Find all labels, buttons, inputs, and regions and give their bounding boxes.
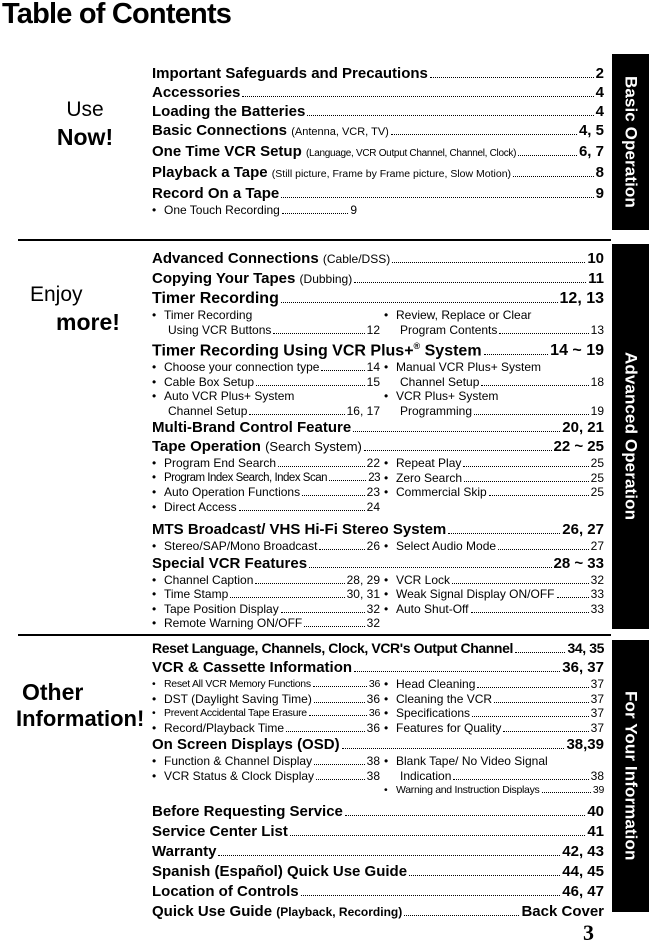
subentry-page: 23	[368, 471, 380, 484]
subentry-title: Blank Tape/ No Video Signal	[396, 754, 548, 768]
tab-for-your-information[interactable]	[612, 640, 649, 912]
toc-subentry[interactable]	[384, 404, 604, 419]
entry-title: MTS Broadcast/ VHS Hi-Fi Stereo System	[152, 521, 447, 539]
entry-page: 41	[587, 822, 604, 840]
entry-title: Warranty	[152, 842, 217, 860]
subentry-page: 28, 29	[346, 572, 380, 587]
subentry-page: 38	[366, 768, 380, 783]
toc-entry[interactable]	[152, 842, 604, 862]
entry-title: Quick Use Guide	[152, 902, 273, 920]
subentry-title: Program Index Search, Index Scan	[164, 471, 327, 484]
subentry-title: Auto Operation Functions	[164, 485, 301, 500]
entry-title: Advanced Connections	[152, 250, 319, 267]
toc-subentry[interactable]: • Manual VCR Plus+ System	[384, 360, 542, 375]
toc-entry[interactable]	[152, 822, 604, 842]
entry-title: Reset Language, Channels, Clock, VCR's Output Channel	[152, 640, 513, 656]
toc-subentry[interactable]: • Warning and Instruction Displays 39	[384, 784, 604, 796]
entry-title: Copying Your Tapes	[152, 270, 296, 287]
toc-subentry[interactable]: • Cable Box Setup 15	[152, 374, 380, 389]
toc-subentry[interactable]	[384, 375, 604, 390]
subentry-page: 38	[590, 768, 604, 783]
entry-page: 12, 13	[559, 290, 604, 307]
subentry-page: 25	[590, 456, 604, 471]
toc-entry[interactable]	[152, 142, 604, 163]
entry-page: 34, 35	[567, 640, 604, 656]
subentry-page: 19	[590, 403, 604, 418]
subentry-page: 36	[368, 678, 380, 690]
subentry-page: 37	[590, 691, 604, 706]
subentry-title: Auto Shut-Off	[396, 601, 469, 616]
subentry-title: Cable Box Setup	[164, 374, 255, 389]
subentry-title: Channel Setup	[400, 374, 480, 389]
registered-mark: ®	[413, 341, 421, 351]
toc-entry[interactable]	[152, 658, 604, 677]
subentry-title: VCR Status & Clock Display	[164, 768, 315, 783]
entry-page: 11	[588, 270, 604, 287]
toc-subentry[interactable]: • Choose your connection type 14	[152, 360, 380, 375]
entry-page: 10	[587, 250, 604, 267]
toc-subentry[interactable]: • Auto Operation Functions 23	[152, 485, 380, 500]
entry-title-suffix: System	[420, 342, 482, 360]
vcr-cassette-subentries	[152, 677, 604, 735]
subentry-page: 22	[366, 456, 380, 471]
subentry-page: 12	[366, 322, 380, 337]
side-line2: Information!	[16, 706, 145, 732]
toc-subentry[interactable]	[152, 404, 380, 419]
entry-page: 42, 43	[562, 842, 604, 860]
subentry-page: 39	[592, 784, 604, 796]
entry-page: 40	[587, 802, 604, 820]
osd-subentries	[152, 754, 604, 798]
basic-operation-list	[152, 64, 604, 218]
side-heading-use-now	[40, 97, 130, 151]
toc-entry[interactable]	[152, 337, 604, 360]
subentry-title: Stereo/SAP/Mono Broadcast	[164, 539, 318, 554]
subentry-title: Select Audio Mode	[396, 539, 497, 554]
subentry-page: 25	[590, 485, 604, 500]
subentry-page: 15	[366, 374, 380, 389]
entry-page: 14 ~ 19	[550, 342, 604, 360]
toc-subentry[interactable]: • Prevent Accidental Tape Erasure 36	[152, 707, 380, 719]
entry-sub: (Playback, Recording)	[276, 904, 403, 919]
subentry-title: Channel Setup	[168, 403, 248, 418]
side-line1: Enjoy	[30, 283, 83, 306]
mts-subentries	[152, 539, 604, 554]
toc-subentry[interactable]: • Remote Warning ON/OFF 32	[152, 616, 380, 631]
toc-entry[interactable]	[152, 269, 604, 289]
subentry-page: 32	[366, 601, 380, 616]
subentry-title: Using VCR Buttons	[168, 322, 272, 337]
entry-title: Loading the Batteries	[152, 103, 306, 120]
subentry-title: Channel Caption	[164, 572, 254, 587]
side-line2: more!	[56, 308, 120, 335]
toc-subentry[interactable]: • Zero Search 25	[384, 470, 604, 485]
toc-subentry[interactable]: • Stereo/SAP/Mono Broadcast 26	[152, 539, 380, 554]
entry-title: Timer Recording Using VCR Plus+	[152, 342, 414, 360]
subentry-title: Zero Search	[396, 470, 463, 485]
toc-entry[interactable]	[152, 121, 604, 142]
subentry-title: Prevent Accidental Tape Erasure	[164, 707, 307, 719]
subentry-page: 26	[366, 539, 380, 554]
entry-sub: (Antenna, VCR, TV)	[291, 126, 389, 138]
toc-subentry[interactable]: • Function & Channel Display 38	[152, 754, 380, 768]
subentry-title: Manual VCR Plus+ System	[396, 360, 542, 375]
entry-title: Timer Recording	[152, 290, 279, 307]
subentry-title: Cleaning the VCR	[396, 691, 493, 706]
tab-label: Basic Operation	[621, 76, 641, 208]
toc-subentry[interactable]: • Record/Playback Time 36	[152, 720, 380, 735]
subentry-title: Repeat Play	[396, 456, 462, 471]
toc-subentry[interactable]: • VCR Status & Clock Display 38	[152, 768, 380, 783]
toc-entry[interactable]	[152, 64, 604, 83]
toc-subentry[interactable]	[152, 323, 380, 338]
subentry-page: 9	[350, 203, 357, 217]
toc-entry[interactable]	[152, 163, 604, 184]
entry-sub: (Search System)	[265, 439, 362, 455]
entry-title: Service Center List	[152, 822, 288, 840]
toc-subentry[interactable]: • VCR Plus+ System	[384, 389, 499, 404]
entry-page: 26, 27	[562, 521, 604, 539]
toc-subentry[interactable]: • Tape Position Display 32	[152, 601, 380, 616]
side-line1: Other	[22, 679, 84, 705]
subentry-page: 37	[590, 720, 604, 735]
subentry-title: Auto VCR Plus+ System	[164, 389, 295, 404]
section-divider	[18, 634, 611, 636]
page-number: 3	[583, 920, 594, 945]
toc-subentry[interactable]: • Weak Signal Display ON/OFF 33	[384, 587, 604, 602]
toc-subentry[interactable]: • Time Stamp 30, 31	[152, 587, 380, 602]
subentry-page: 14	[366, 360, 380, 375]
subentry-title: Reset All VCR Memory Functions	[164, 678, 311, 690]
toc-subentry[interactable]: • Direct Access 24	[152, 499, 380, 514]
toc-subentry[interactable]: • Reset All VCR Memory Functions 36	[152, 678, 380, 690]
subentry-page: 36	[366, 720, 380, 735]
entry-page: 38,39	[566, 736, 604, 753]
tab-label: For Your Information	[621, 691, 641, 861]
subentry-title: Commercial Skip	[396, 485, 487, 500]
toc-entry[interactable]	[152, 554, 604, 573]
subentry-title: Program End Search	[164, 456, 277, 471]
toc-subentry[interactable]: • Auto VCR Plus+ System	[152, 389, 295, 404]
subentry-page: 37	[590, 706, 604, 720]
toc-subentry[interactable]	[384, 323, 604, 338]
toc-subentry[interactable]: • Blank Tape/ No Video Signal	[384, 754, 548, 768]
information-list	[152, 639, 604, 922]
entry-title: Spanish (Español) Quick Use Guide	[152, 862, 408, 880]
toc-entry[interactable]	[152, 639, 604, 658]
vcr-plus-subentries	[152, 360, 604, 418]
entry-title: Record On a Tape	[152, 185, 280, 202]
toc-subentry[interactable]: • Channel Caption 28, 29	[152, 572, 380, 587]
toc-entry[interactable]	[152, 437, 604, 456]
toc-entry[interactable]	[152, 184, 604, 203]
entry-title: Multi-Brand Control Feature	[152, 419, 352, 437]
toc-subentry[interactable]: • Timer Recording	[152, 308, 253, 322]
entry-title: One Time VCR Setup	[152, 143, 302, 160]
special-features-subentries	[152, 573, 604, 631]
subentry-page: 23	[366, 485, 380, 500]
entry-page: 9	[595, 185, 604, 202]
toc-subentry[interactable]: • Cleaning the VCR 37	[384, 691, 604, 706]
subentry-title: Choose your connection type	[164, 360, 320, 375]
entry-page: 4	[595, 84, 604, 101]
toc-subentry[interactable]: • Auto Shut-Off 33	[384, 601, 604, 616]
subentry-title: Programming	[400, 403, 473, 418]
toc-subentry[interactable]: • Repeat Play 25	[384, 456, 604, 471]
subentry-page: 38	[366, 754, 380, 768]
toc-subentry[interactable]: • Program End Search 22	[152, 456, 380, 471]
toc-subentry[interactable]: • VCR Lock 32	[384, 572, 604, 587]
toc-subentry[interactable]: • Select Audio Mode 27	[384, 539, 604, 554]
subentry-page: 33	[590, 601, 604, 616]
page-title: Table of Contents	[2, 0, 232, 30]
section-divider	[18, 239, 611, 241]
entry-page: 44, 45	[562, 862, 604, 880]
entry-sub: (Language, VCR Output Channel, Channel, Clock)	[305, 148, 517, 159]
subentry-title: Program Contents	[400, 322, 498, 337]
subentry-title: Review, Replace or Clear	[396, 308, 532, 322]
tab-basic-operation[interactable]	[612, 54, 649, 230]
subentry-page: 32	[590, 572, 604, 587]
side-line2: Now!	[56, 123, 114, 150]
subentry-title: VCR Lock	[396, 572, 451, 587]
tab-label: Advanced Operation	[621, 352, 641, 521]
toc-entry[interactable]	[152, 102, 604, 121]
toc-entry[interactable]	[152, 520, 604, 539]
entry-title: Special VCR Features	[152, 554, 308, 572]
entry-title: VCR & Cassette Information	[152, 659, 353, 676]
subentry-page: 36	[368, 707, 380, 719]
subentry-title: Tape Position Display	[164, 601, 279, 616]
timer-subentries	[152, 308, 604, 337]
subentry-page: 37	[590, 677, 604, 691]
entry-page: 46, 47	[562, 882, 604, 900]
toc-subentry[interactable]: • DST (Daylight Saving Time) 36	[152, 691, 380, 706]
subentry-page: 18	[590, 374, 604, 389]
subentry-title: Direct Access	[164, 499, 237, 514]
subentry-title: Record/Playback Time	[164, 720, 285, 735]
entry-title: Before Requesting Service	[152, 802, 343, 820]
entry-title: Basic Connections	[152, 122, 288, 139]
entry-page: 8	[595, 164, 604, 181]
subentry-page: 27	[590, 539, 604, 554]
toc-subentry[interactable]: • Specifications 37	[384, 706, 604, 720]
toc-entry[interactable]	[152, 902, 604, 922]
subentry-title: Function & Channel Display	[164, 754, 313, 768]
entry-sub: (Dubbing)	[299, 272, 353, 286]
tape-operation-subentries	[152, 456, 604, 514]
subentry-title: DST (Daylight Saving Time)	[164, 691, 312, 706]
subentry-title: Indication	[400, 768, 452, 783]
entry-sub: (Cable/DSS)	[322, 252, 391, 266]
entry-page: 28 ~ 33	[553, 554, 604, 572]
entry-title: Tape Operation	[152, 438, 261, 456]
side-line1: Use	[66, 98, 104, 121]
subentry-page: 32	[366, 616, 380, 631]
toc-subentry[interactable]: • One Touch Recording 9	[152, 203, 357, 217]
subentry-title: Specifications	[396, 706, 471, 720]
entry-title: On Screen Displays (OSD)	[152, 736, 340, 753]
toc-subentry[interactable]	[384, 769, 604, 784]
entry-page: 6, 7	[578, 143, 604, 160]
subentry-title: Time Stamp	[164, 587, 229, 602]
subentry-page: 30, 31	[346, 587, 380, 602]
entry-title: Location of Controls	[152, 882, 299, 900]
entry-page: 4, 5	[578, 122, 604, 139]
toc-entry[interactable]	[152, 289, 604, 308]
subentry-title: Warning and Instruction Displays	[396, 784, 540, 796]
entry-page: 4	[595, 103, 604, 120]
toc-subentry[interactable]: • Program Index Search, Index Scan 23	[152, 471, 380, 484]
toc-subentry[interactable]: • Commercial Skip 25	[384, 485, 604, 500]
toc-entry[interactable]	[152, 862, 604, 882]
subentry-title: Weak Signal Display ON/OFF	[396, 587, 555, 602]
subentry-title: Head Cleaning	[396, 677, 476, 691]
toc-subentry[interactable]: • Features for Quality 37	[384, 720, 604, 735]
entry-title: Playback a Tape	[152, 164, 268, 181]
entry-title: Important Safeguards and Precautions	[152, 65, 428, 82]
subentry-page: 13	[590, 322, 604, 337]
entry-sub: (Still picture, Frame by Frame picture, Slow Motion)	[271, 168, 512, 180]
advanced-operation-list	[152, 249, 604, 631]
entry-page: 20, 21	[562, 419, 604, 437]
subentry-page: 36	[366, 691, 380, 706]
subentry-page: 25	[590, 470, 604, 485]
subentry-title: Features for Quality	[396, 720, 502, 735]
toc-entry[interactable]	[152, 882, 604, 902]
subentry-page: 16, 17	[346, 403, 380, 418]
subentry-page: 33	[590, 587, 604, 602]
entry-page: 2	[595, 65, 604, 82]
side-heading-enjoy-more	[26, 282, 126, 336]
subentry-title: Timer Recording	[164, 308, 253, 322]
toc-entry[interactable]	[152, 83, 604, 102]
entry-page: Back Cover	[521, 902, 604, 920]
toc-entry[interactable]	[152, 418, 604, 437]
toc-entry[interactable]	[152, 802, 604, 822]
entry-page: 36, 37	[562, 659, 604, 676]
entry-page: 22 ~ 25	[553, 438, 604, 456]
subentry-title: VCR Plus+ System	[396, 389, 499, 404]
toc-entry[interactable]	[152, 735, 604, 754]
toc-subentry[interactable]: • Review, Replace or Clear	[384, 308, 532, 322]
entry-title: Accessories	[152, 84, 241, 101]
subentry-title: Remote Warning ON/OFF	[164, 616, 303, 631]
subentry-page: 24	[366, 499, 380, 514]
subentry-title: One Touch Recording	[164, 203, 280, 217]
side-heading-other-information	[16, 678, 150, 733]
toc-subentry[interactable]: • Head Cleaning 37	[384, 677, 604, 691]
tab-advanced-operation[interactable]	[612, 244, 649, 629]
toc-entry[interactable]	[152, 249, 604, 269]
